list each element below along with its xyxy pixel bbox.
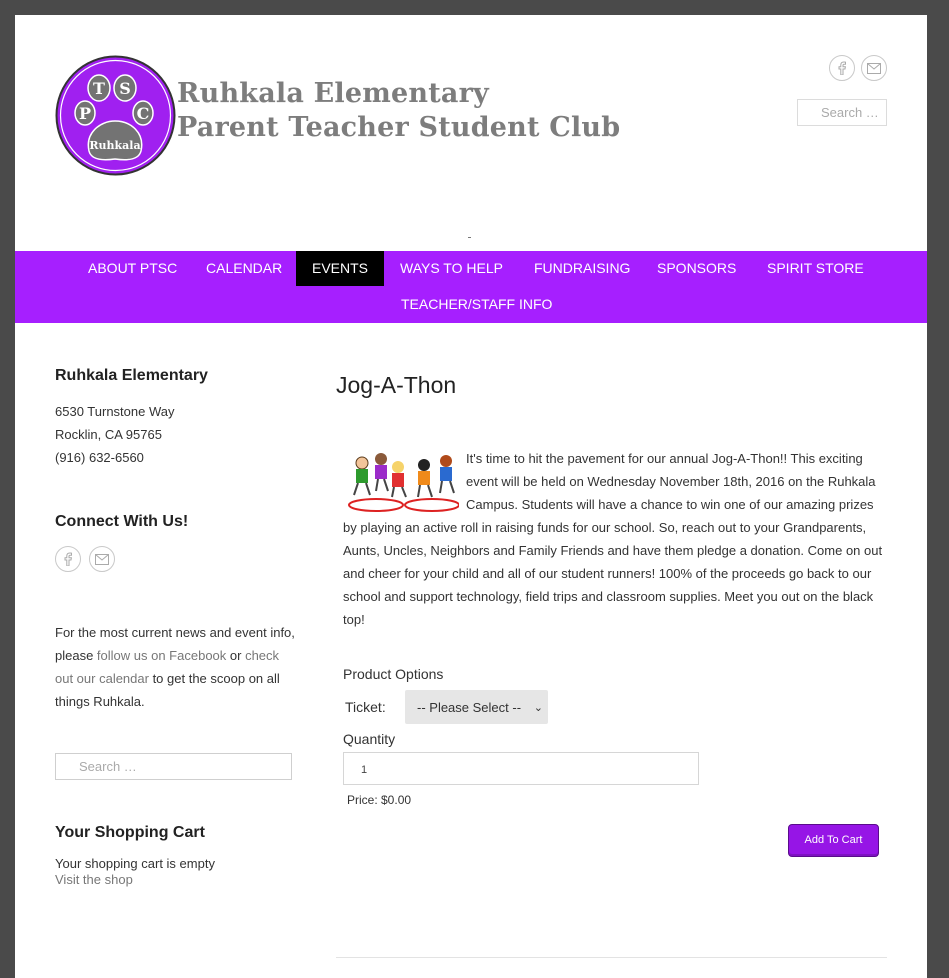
sidebar-social-links [55,546,115,572]
product-options-title: Product Options [343,666,444,682]
site-logo[interactable] [55,55,176,176]
facebook-icon[interactable] [829,55,855,81]
chevron-down-icon: ⌄ [533,702,543,714]
facebook-icon[interactable] [55,546,81,572]
address-line1: 6530 Turnstone Way [55,404,175,419]
nav-item-ways-to-help[interactable]: WAYS TO HELP [400,260,503,276]
site-title-line2: Parent Teacher Student Club [177,112,621,143]
sidebar-search-input[interactable]: Search … [55,753,292,780]
quantity-title: Quantity [343,731,396,747]
school-widget-title: Ruhkala Elementary [55,367,208,384]
nav-item-teacher-staff-info[interactable]: TEACHER/STAFF INFO [401,296,553,312]
nav-item-sponsors[interactable]: SPONSORS [657,260,737,276]
phone-number: (916) 632-6560 [55,450,144,465]
price-text: Price: $0.00 [347,793,412,807]
quantity-input[interactable]: 1 [343,752,699,785]
ticket-select[interactable] [405,690,548,724]
page [15,15,927,978]
header-search-input[interactable]: Search … [797,99,887,126]
visit-shop-link[interactable]: Visit the shop [55,872,133,887]
logo-letter: C [136,104,150,123]
logo-letter: P [78,104,92,123]
cart-widget-title: Your Shopping Cart [55,824,205,841]
ticket-select-value: -- Please Select -- [417,700,522,715]
address-line2: Rocklin, CA 95765 [55,427,162,442]
divider [336,957,887,958]
nav-item-about-ptsc[interactable]: ABOUT PTSC [88,260,178,276]
event-description-text: It's time to hit the pavement for our annual Jog-A-Thon!! This exciting event will be held on Wednesday November 18th, 2016 on the Ruhkala Campus. Students will have a chance to win one of our amazing prizes by playing an active roll in raising funds for our school. So, reach out to your Grandparents, Aunts, Uncles, Neighbors and Family Friends and have them pledge a donation. Come on out and cheer for your child and all of our student runners! 100% of the proceeds go back to our school and support technology, field trips and classroom supplies. Meet you out on the black top! [343,451,883,627]
cart-empty-text: Your shopping cart is empty [55,856,215,871]
header-social-links [829,55,887,81]
main-nav [15,251,927,323]
add-to-cart-button[interactable]: Add To Cart [788,824,879,857]
divider [468,237,471,238]
page-title: Jog-A-Thon [336,372,457,398]
logo-letter: S [119,79,131,98]
nav-item-calendar[interactable]: CALENDAR [206,260,283,276]
event-description [343,447,883,631]
nav-item-fundraising[interactable]: FUNDRAISING [534,260,631,276]
cart-status [55,856,215,888]
logo-text: Ruhkala [89,139,141,152]
school-address [55,400,174,469]
facebook-link[interactable]: follow us on Facebook [96,648,227,663]
info-paragraph [55,621,300,713]
email-icon[interactable] [861,55,887,81]
info-text: For the most current news and event info, please [55,625,295,663]
site-title[interactable] [177,77,620,145]
ticket-label: Ticket: [345,699,386,715]
nav-item-spirit-store[interactable]: SPIRIT STORE [767,260,864,276]
info-text: or [226,648,246,663]
site-title-line1: Ruhkala Elementary [177,78,489,109]
info-text: to get the scoop on all things Ruhkala. [55,671,280,709]
calendar-link[interactable]: check out our calendar [55,648,280,686]
connect-widget-title: Connect With Us! [55,513,189,530]
nav-item-events[interactable]: EVENTS [296,251,384,286]
logo-letter: T [93,79,105,98]
email-icon[interactable] [89,546,115,572]
